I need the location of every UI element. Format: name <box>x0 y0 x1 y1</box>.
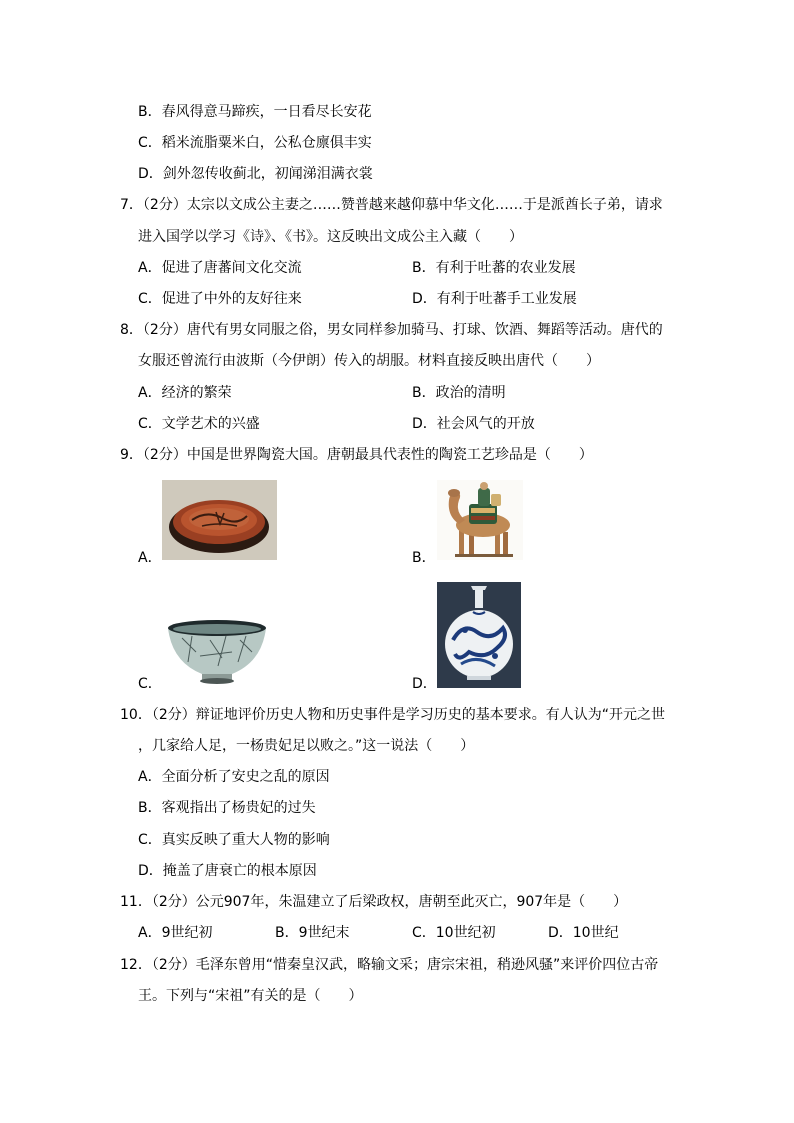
q10-option-a: A．全面分析了安史之乱的原因 <box>138 769 330 785</box>
celadon-bowl-image <box>162 612 272 690</box>
q6-option-b: B．春风得意马蹄疾，一日看尽长安花 <box>138 104 372 120</box>
q8-stem-line2: 女服还曾流行由波斯（今伊朗）传入的胡服。材料直接反映出唐代（ ） <box>138 353 600 369</box>
q10-stem-line2: ，几家给人足，一杨贵妃足以败之。”这一说法（ ） <box>138 738 475 754</box>
q9-label-c: C． <box>138 676 162 692</box>
tricolor-camel-image <box>437 480 523 560</box>
q8-option-b: B．政治的清明 <box>412 385 506 401</box>
q8-option-a: A．经济的繁荣 <box>138 385 232 401</box>
q10-option-d: D．掩盖了唐衰亡的根本原因 <box>138 863 317 879</box>
q11-stem: 11．（2分）公元907年，朱温建立了后梁政权，唐朝至此灭亡，907年是（ ） <box>120 894 628 910</box>
q9-label-a: A． <box>138 550 162 566</box>
q7-option-b: B．有利于吐蕃的农业发展 <box>412 260 576 276</box>
q10-stem-line1: 10．（2分）辩证地评价历史人物和历史事件是学习历史的基本要求。有人认为“开元之世 <box>120 707 665 723</box>
q9-label-b: B． <box>412 550 436 566</box>
q6-option-c: C．稻米流脂粟米白，公私仓廪俱丰实 <box>138 135 372 151</box>
q7-stem-line2: 进入国学以学习《诗》、《书》。这反映出文成公主入藏（ ） <box>138 229 523 245</box>
q7-stem-line1: 7．（2分）太宗以文成公主妻之……赞普越来越仰慕中华文化……于是派酋长子弟，请求 <box>120 197 663 213</box>
pottery-plate-image <box>162 480 277 560</box>
q11-option-c: C．10世纪初 <box>412 925 496 941</box>
q9-stem: 9．（2分）中国是世界陶瓷大国。唐朝最具代表性的陶瓷工艺珍品是（ ） <box>120 447 593 463</box>
q11-option-a: A．9世纪初 <box>138 925 213 941</box>
q7-option-a: A．促进了唐蕃间文化交流 <box>138 260 302 276</box>
q10-option-b: B．客观指出了杨贵妃的过失 <box>138 800 316 816</box>
q9-label-d: D． <box>412 676 437 692</box>
q6-option-d: D．剑外忽传收蓟北，初闻涕泪满衣裳 <box>138 166 373 182</box>
q11-option-d: D．10世纪 <box>548 925 619 941</box>
q10-option-c: C．真实反映了重大人物的影响 <box>138 832 330 848</box>
q8-option-d: D．社会风气的开放 <box>412 416 535 432</box>
q12-stem-line2: 王。下列与“宋祖”有关的是（ ） <box>138 988 363 1004</box>
q12-stem-line1: 12．（2分）毛泽东曾用“惜秦皇汉武，略输文采；唐宗宋祖，稍逊风骚”来评价四位古帝 <box>120 957 659 973</box>
q7-option-d: D．有利于吐蕃手工业发展 <box>412 291 577 307</box>
q8-option-c: C．文学艺术的兴盛 <box>138 416 260 432</box>
q8-stem-line1: 8．（2分）唐代有男女同服之俗，男女同样参加骑马、打球、饮酒、舞蹈等活动。唐代的 <box>120 322 663 338</box>
q11-option-b: B．9世纪末 <box>275 925 350 941</box>
blue-white-vase-image <box>437 582 521 688</box>
q7-option-c: C．促进了中外的友好往来 <box>138 291 302 307</box>
